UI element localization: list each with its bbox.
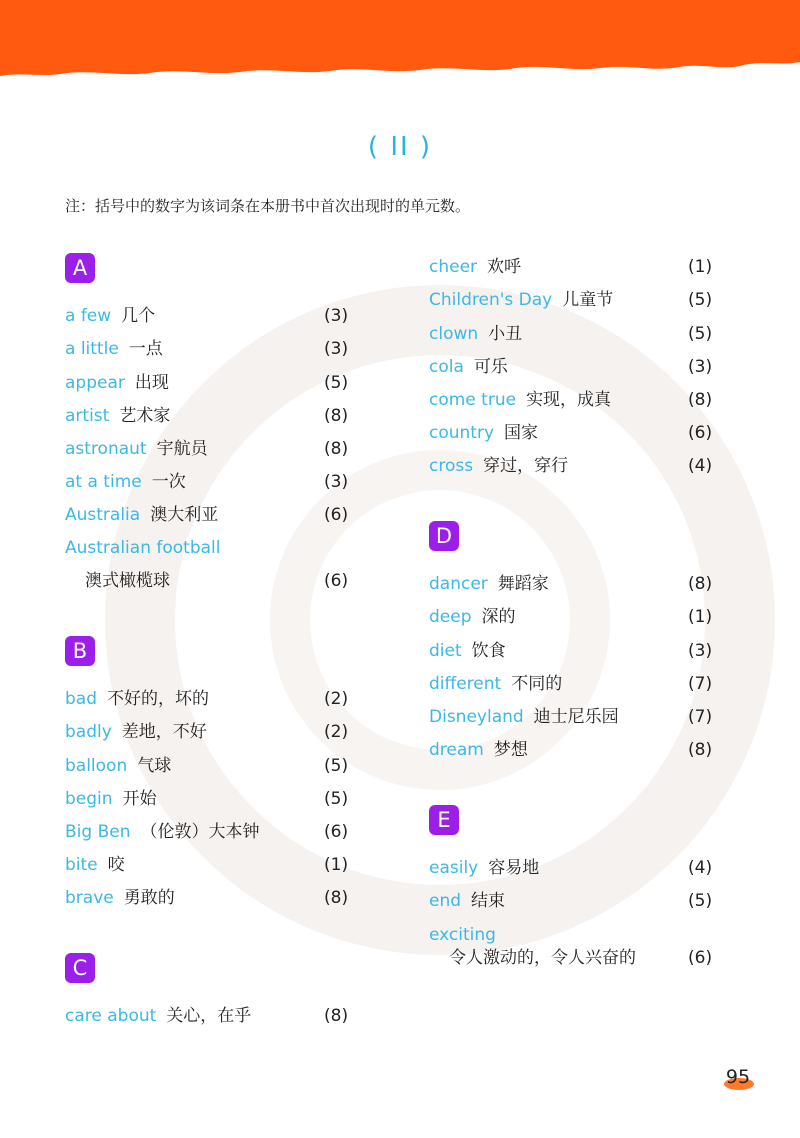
entry-english: Children's Day [429,290,553,310]
entry-english: Disneyland [429,707,524,727]
entry-unit: (6) [688,423,713,443]
entry-chinese: 实现，成真 [526,390,612,410]
entry-english: dancer [429,574,488,594]
glossary-entry-continued [449,946,636,970]
entry-chinese: 儿童节 [562,290,614,310]
glossary-entry [65,371,169,395]
entry-chinese: 宇航员 [156,439,208,459]
entry-unit: (6) [324,505,349,525]
entry-english: dream [429,740,484,760]
entry-unit: (7) [688,674,713,694]
glossary-entry [429,421,538,445]
glossary-entry [65,687,209,711]
letter-badge-a: A [65,253,95,283]
entry-english: country [429,423,495,443]
entry-chinese: 关心，在乎 [166,1006,252,1026]
entry-chinese: 结束 [471,891,506,911]
entry-english: exciting [429,925,496,945]
entry-chinese: 艺术家 [119,406,171,426]
glossary-entry [429,889,505,913]
entry-chinese: 勇敢的 [123,888,175,908]
letter-badge-b: B [65,636,95,666]
entry-unit: (8) [688,574,713,594]
entry-unit: (6) [688,948,713,968]
entry-chinese: 容易地 [488,858,540,878]
entry-unit: (4) [688,456,713,476]
entry-english: balloon [65,756,128,776]
entry-english: end [429,891,462,911]
entry-unit: (8) [688,390,713,410]
entry-unit: (5) [688,891,713,911]
entry-chinese: 气球 [137,756,172,776]
entry-english: astronaut [65,439,147,459]
entry-chinese: 几个 [121,306,156,326]
entry-english: diet [429,641,462,661]
glossary-entry [65,820,259,844]
glossary-entry [429,639,506,663]
entry-chinese: 开始 [122,789,157,809]
entry-unit: (8) [324,406,349,426]
glossary-entry [65,754,171,778]
entry-chinese: 深的 [481,607,516,627]
glossary-entry [65,1004,251,1028]
glossary-entry [429,705,619,729]
entry-chinese: 国家 [504,423,539,443]
entry-unit: (1) [688,607,713,627]
entry-chinese: 令人激动的，令人兴奋的 [449,948,636,968]
glossary-entry [429,355,508,379]
entry-unit: (6) [324,571,349,591]
entry-unit: (2) [324,689,349,709]
entry-chinese: 差地，不好 [121,722,207,742]
entry-chinese: 可乐 [473,357,508,377]
glossary-entry-continued [85,569,170,593]
glossary-entry [65,720,207,744]
glossary-entry [65,304,155,328]
entry-chinese: 迪士尼乐园 [533,707,619,727]
entry-chinese: （伦敦）大本钟 [140,822,260,842]
glossary-entry [65,787,157,811]
glossary-entry [65,536,230,560]
entry-chinese: 一点 [128,339,163,359]
entry-english: cheer [429,257,478,277]
entry-english: easily [429,858,479,878]
glossary-entry [429,672,562,696]
entry-english: Australia [65,505,141,525]
entry-chinese: 澳大利亚 [150,505,219,525]
entry-chinese: 澳式橄榄球 [85,571,170,591]
entry-unit: (3) [324,472,349,492]
entry-english: care about [65,1006,157,1026]
entry-unit: (6) [324,822,349,842]
glossary-entry [65,437,208,461]
entry-english: bite [65,855,98,875]
entry-unit: (3) [324,306,349,326]
entry-english: a few [65,306,112,326]
entry-unit: (8) [688,740,713,760]
entry-english: come true [429,390,517,410]
note-text: 注：括号中的数字为该词条在本册书中首次出现时的单元数。 [65,197,471,215]
glossary-entry [65,853,125,877]
entry-unit: (3) [324,339,349,359]
glossary-entry [65,470,186,494]
entry-english: Big Ben [65,822,131,842]
glossary-entry [429,288,613,312]
glossary-entry [429,388,611,412]
entry-unit: (7) [688,707,713,727]
glossary-entry [65,337,163,361]
page-number: 95 [725,1066,751,1088]
entry-english: artist [65,406,110,426]
letter-badge-d: D [429,521,459,551]
entry-unit: (5) [324,756,349,776]
entry-english: clown [429,324,479,344]
entry-chinese: 梦想 [493,740,528,760]
entry-english: Australian football [65,538,221,558]
glossary-entry [429,572,549,596]
entry-unit: (3) [688,641,713,661]
entry-chinese: 穿过，穿行 [483,456,569,476]
entry-chinese: 一次 [151,472,186,492]
entry-chinese: 舞蹈家 [497,574,549,594]
entry-english: cola [429,357,464,377]
entry-unit: (5) [688,290,713,310]
entry-unit: (5) [324,789,349,809]
glossary-entry [429,322,522,346]
glossary-entry [65,404,170,428]
entry-chinese: 不好的，坏的 [107,689,209,709]
entry-unit: (8) [324,1006,349,1026]
entry-chinese: 咬 [107,855,125,875]
entry-english: at a time [65,472,142,492]
entry-unit: (2) [324,722,349,742]
entry-english: deep [429,607,472,627]
page-number-area [718,1066,758,1094]
entry-unit: (3) [688,357,713,377]
entry-english: begin [65,789,113,809]
entry-english: brave [65,888,114,908]
glossary-entry [65,886,175,910]
entry-chinese: 饮食 [471,641,506,661]
entry-chinese: 出现 [134,373,169,393]
letter-badge-c: C [65,953,95,983]
entry-unit: (5) [324,373,349,393]
entry-unit: (8) [324,888,349,908]
entry-chinese: 欢呼 [487,257,522,277]
entry-english: different [429,674,502,694]
entry-unit: (5) [688,324,713,344]
glossary-entry [429,454,568,478]
entry-english: a little [65,339,119,359]
section-title: ( II ) [367,132,433,162]
letter-badge-e: E [429,805,459,835]
entry-chinese: 不同的 [511,674,563,694]
entry-unit: (8) [324,439,349,459]
glossary-entry [429,605,516,629]
glossary-entry [65,503,218,527]
glossary-entry [429,923,506,947]
entry-english: appear [65,373,125,393]
entry-english: badly [65,722,112,742]
glossary-entry [429,738,528,762]
entry-unit: (1) [688,257,713,277]
entry-chinese: 小丑 [488,324,523,344]
entry-unit: (1) [324,855,349,875]
entry-english: bad [65,689,97,709]
entry-unit: (4) [688,858,713,878]
entry-english: cross [429,456,474,476]
glossary-entry [429,255,521,279]
glossary-entry [429,856,539,880]
